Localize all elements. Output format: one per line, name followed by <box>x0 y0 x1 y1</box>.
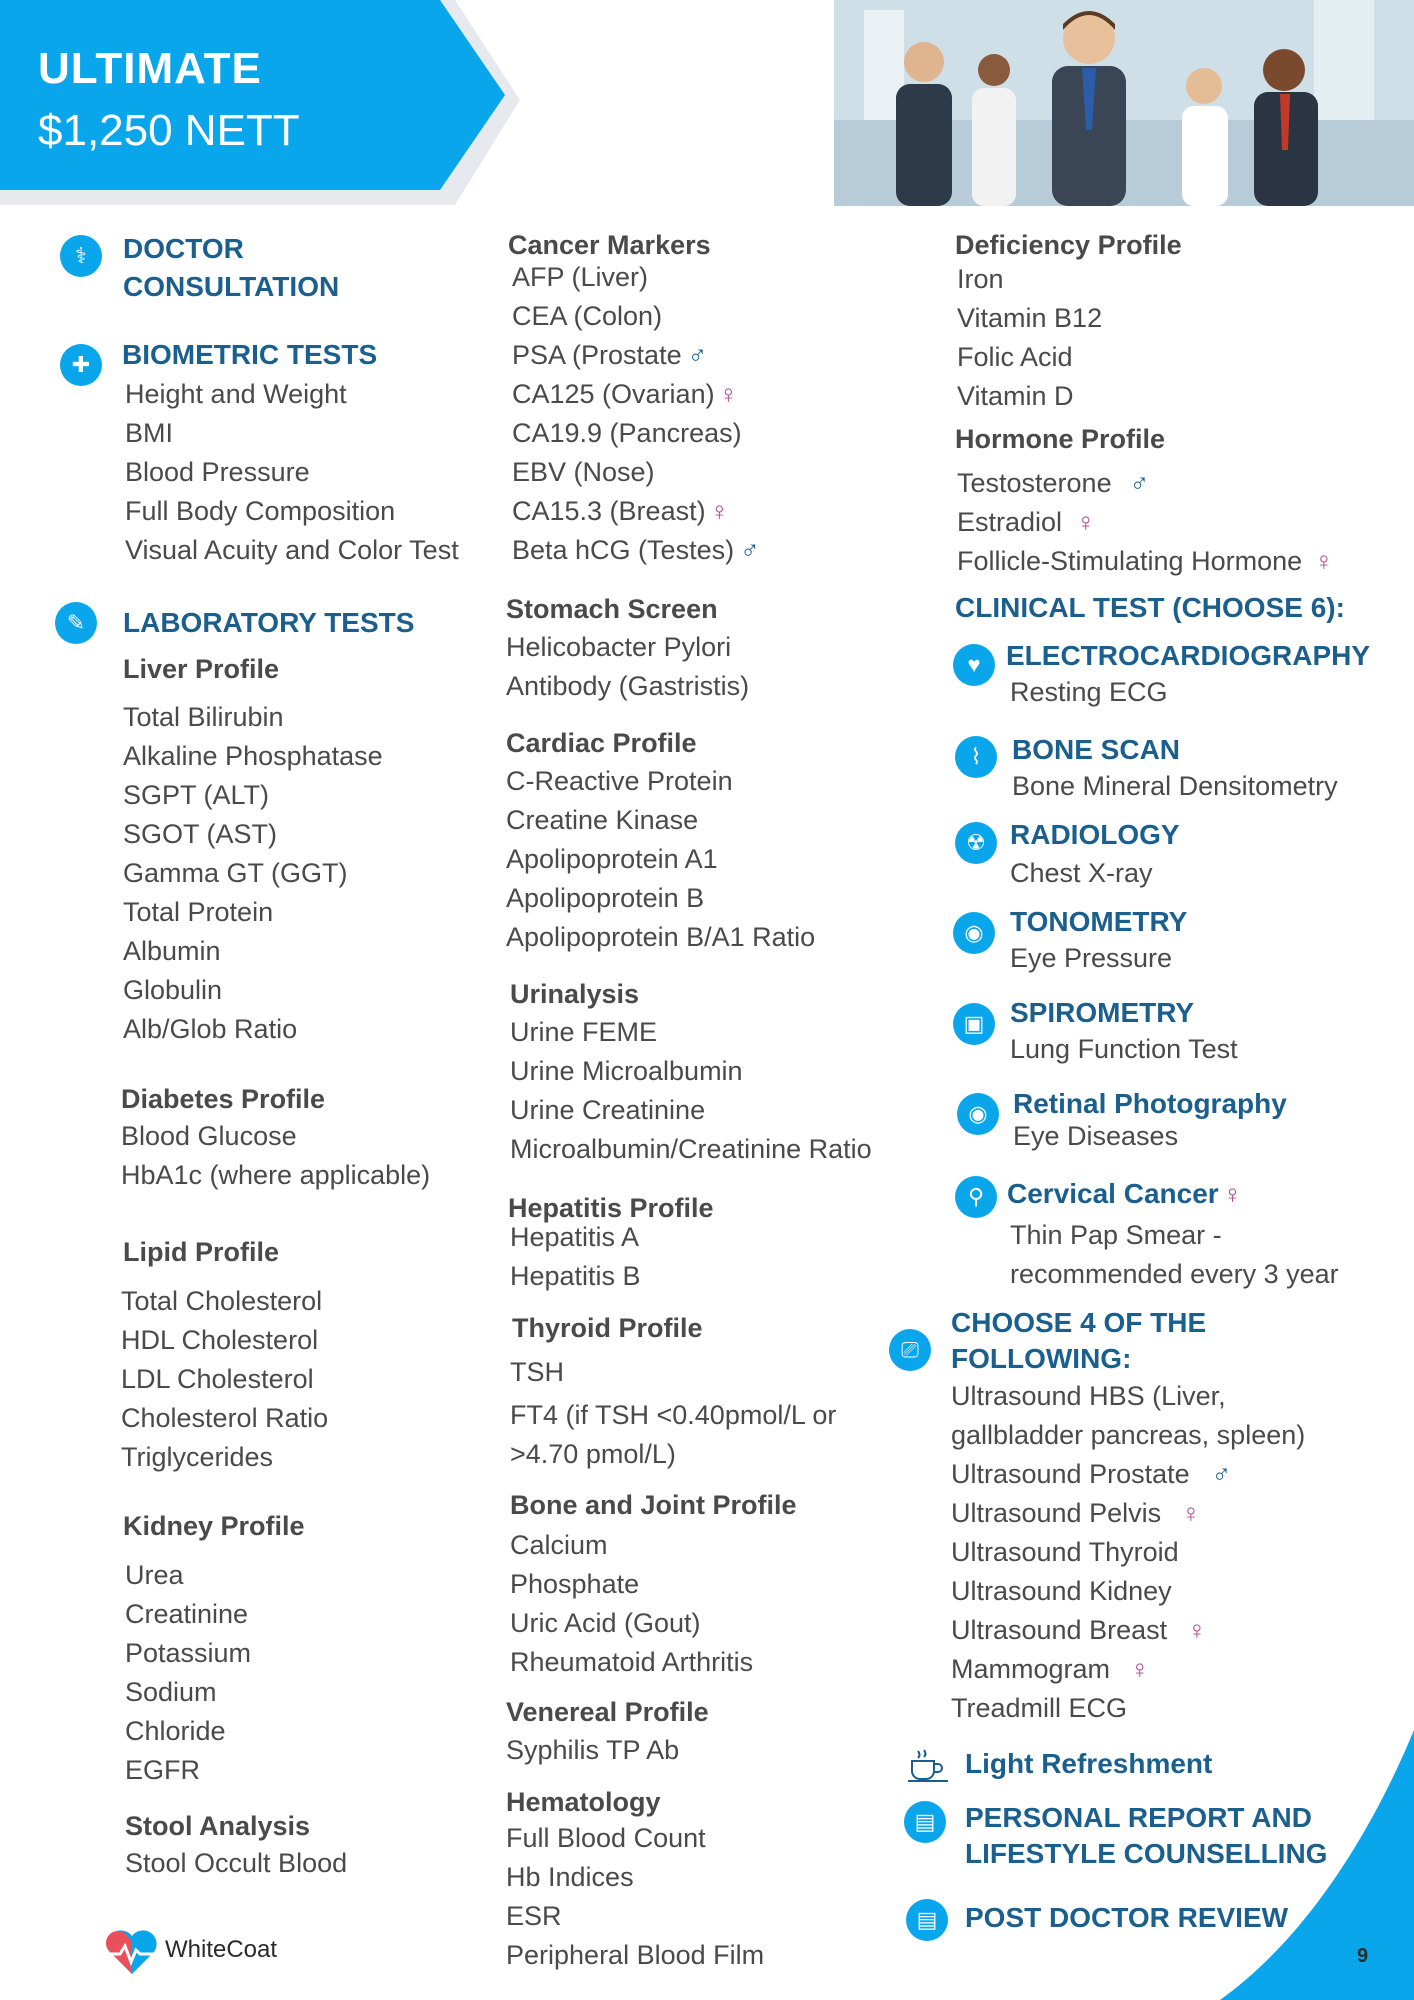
cervical-icon: ⚲ <box>955 1176 997 1218</box>
list-item: AFP (Liver) <box>512 262 649 292</box>
diabetes-title: Diabetes Profile <box>121 1084 326 1114</box>
radiology-title: RADIOLOGY <box>1010 819 1180 850</box>
header-photo <box>834 0 1414 206</box>
male-icon: ♂ <box>740 535 760 565</box>
report-line1: PERSONAL REPORT AND <box>965 1802 1312 1833</box>
list-item <box>957 464 1334 503</box>
list-item: >4.70 pmol/L) <box>510 1439 676 1469</box>
list-item: Cholesterol Ratio <box>121 1403 329 1433</box>
hormone-title: Hormone Profile <box>955 424 1166 454</box>
list-item: Potassium <box>125 1638 252 1668</box>
header-banner <box>0 0 505 190</box>
list-item: Apolipoprotein A1 <box>506 844 718 874</box>
ecg-desc: Resting ECG <box>1010 677 1168 707</box>
cervical-desc-1: Thin Pap Smear - <box>1010 1220 1222 1250</box>
retina-eye-icon: ◉ <box>957 1093 999 1135</box>
eye-icon: ◉ <box>953 912 995 954</box>
list-item: Ultrasound HBS (Liver, <box>951 1381 1226 1411</box>
list-item: Vitamin D <box>957 381 1074 411</box>
choose4-line2: FOLLOWING: <box>951 1343 1132 1374</box>
list-item: Alb/Glob Ratio <box>123 1014 298 1044</box>
list-item: Creatine Kinase <box>506 805 699 835</box>
female-icon: ♀ <box>1181 1498 1201 1528</box>
list-item: Triglycerides <box>121 1442 274 1472</box>
list-item: C-Reactive Protein <box>506 766 733 796</box>
venereal-list <box>506 1731 679 1770</box>
bone-joint-title: Bone and Joint Profile <box>510 1490 797 1520</box>
list-item-text: Ultrasound Pelvis <box>951 1498 1162 1528</box>
biometric-title: BIOMETRIC TESTS <box>122 339 378 370</box>
list-item-text: Follicle-Stimulating Hormone <box>957 546 1303 576</box>
business-people-illustration <box>834 0 1414 206</box>
list-item: Phosphate <box>510 1569 640 1599</box>
retinal-title: Retinal Photography <box>1013 1088 1287 1119</box>
urinalysis-title: Urinalysis <box>510 979 640 1009</box>
doctor-consultation-title <box>123 230 339 306</box>
list-item-text: Ultrasound Breast <box>951 1615 1168 1645</box>
deficiency-title: Deficiency Profile <box>955 230 1182 260</box>
spirometry-title: SPIROMETRY <box>1010 997 1195 1028</box>
list-item: Total Cholesterol <box>121 1286 323 1316</box>
tonometry-title: TONOMETRY <box>1010 906 1188 937</box>
whitecoat-heart-logo-icon <box>104 1928 160 1976</box>
list-item-text: Ultrasound Prostate <box>951 1459 1190 1489</box>
list-item: Stool Occult Blood <box>125 1848 348 1878</box>
list-item <box>512 336 760 375</box>
list-item: Microalbumin/Creatinine Ratio <box>510 1134 872 1164</box>
list-item: BMI <box>125 418 174 448</box>
lipid-title: Lipid Profile <box>123 1237 280 1267</box>
list-item: Treadmill ECG <box>951 1693 1128 1723</box>
retinal-desc: Eye Diseases <box>1013 1121 1179 1151</box>
list-item: Urine Microalbumin <box>510 1056 743 1086</box>
list-item-text: CA125 (Ovarian) <box>512 379 715 409</box>
cancer-markers-title: Cancer Markers <box>508 230 711 260</box>
list-item: Ultrasound Thyroid <box>951 1537 1179 1567</box>
female-icon: ♀ <box>1222 1179 1243 1209</box>
list-item: EGFR <box>125 1755 201 1785</box>
list-item: gallbladder pancreas, spleen) <box>951 1420 1306 1450</box>
female-icon: ♀ <box>709 496 730 526</box>
hematology-title: Hematology <box>506 1787 661 1817</box>
list-item: Syphilis TP Ab <box>506 1735 680 1765</box>
choose4-title <box>951 1305 1206 1377</box>
list-item: Folic Acid <box>957 342 1073 372</box>
list-item: Total Bilirubin <box>123 702 284 732</box>
list-item-text: Testosterone <box>957 468 1112 498</box>
list-item: Height and Weight <box>125 379 347 409</box>
list-item: Blood Glucose <box>121 1121 297 1151</box>
list-item: Gamma GT (GGT) <box>123 858 348 888</box>
list-item: Vitamin B12 <box>957 303 1103 333</box>
female-icon: ♀ <box>1314 546 1334 576</box>
list-item: HDL Cholesterol <box>121 1325 319 1355</box>
list-item <box>512 375 760 414</box>
list-item-text: Mammogram <box>951 1654 1111 1684</box>
list-item: CEA (Colon) <box>512 301 663 331</box>
list-item: Hepatitis A <box>510 1222 640 1252</box>
list-item <box>951 1611 1305 1650</box>
radiology-desc: Chest X-ray <box>1010 858 1153 888</box>
list-item <box>951 1455 1305 1494</box>
kidney-title: Kidney Profile <box>123 1511 305 1541</box>
clinical-test-title: CLINICAL TEST (CHOOSE 6): <box>955 592 1345 623</box>
list-item-text: Estradiol <box>957 507 1063 537</box>
review-icon: ▤ <box>906 1899 948 1941</box>
hepatitis-title: Hepatitis Profile <box>508 1193 714 1223</box>
list-item: Urea <box>125 1560 184 1590</box>
list-item-text: CA15.3 (Breast) <box>512 496 706 526</box>
biometric-list <box>125 375 459 570</box>
hormone-list <box>957 464 1334 581</box>
tonometry-desc: Eye Pressure <box>1010 943 1173 973</box>
list-item <box>951 1650 1305 1689</box>
thyroid-title: Thyroid Profile <box>512 1313 703 1343</box>
spirometry-desc: Lung Function Test <box>1010 1034 1238 1064</box>
hematology-list <box>506 1819 764 1975</box>
liver-title: Liver Profile <box>123 654 280 684</box>
list-item: FT4 (if TSH <0.40pmol/L or <box>510 1400 837 1430</box>
female-icon: ♀ <box>718 379 739 409</box>
ultrasound-icon: ⎚ <box>889 1329 931 1371</box>
stool-list <box>125 1844 347 1883</box>
list-item: HbA1c (where applicable) <box>121 1160 431 1190</box>
list-item: Hepatitis B <box>510 1261 641 1291</box>
list-item: Ultrasound Kidney <box>951 1576 1172 1606</box>
list-item: Alkaline Phosphatase <box>123 741 383 771</box>
list-item <box>957 542 1334 581</box>
report-icon: ▤ <box>904 1801 946 1843</box>
list-item: Globulin <box>123 975 223 1005</box>
list-item <box>512 531 760 570</box>
list-item: Iron <box>957 264 1004 294</box>
list-item: Rheumatoid Arthritis <box>510 1647 754 1677</box>
bone-icon: ⌇ <box>955 736 997 778</box>
female-icon: ♀ <box>1130 1654 1150 1684</box>
list-item: Urine Creatinine <box>510 1095 706 1125</box>
report-line2: LIFESTYLE COUNSELLING <box>965 1838 1328 1869</box>
list-item: Urine FEME <box>510 1017 658 1047</box>
package-title: ULTIMATE <box>38 44 262 93</box>
list-item: Albumin <box>123 936 221 966</box>
laboratory-title: LABORATORY TESTS <box>123 607 415 638</box>
bone-scan-desc: Bone Mineral Densitometry <box>1012 771 1338 801</box>
female-icon: ♀ <box>1187 1615 1207 1645</box>
thyroid-list <box>510 1353 836 1474</box>
male-icon: ♂ <box>1211 1459 1232 1489</box>
male-icon: ♂ <box>1129 468 1150 498</box>
syringe-icon: ✎ <box>55 602 97 644</box>
list-item: Calcium <box>510 1530 608 1560</box>
list-item: Blood Pressure <box>125 457 310 487</box>
stomach-title: Stomach Screen <box>506 594 718 624</box>
radiation-icon: ☢ <box>955 822 997 864</box>
list-item: Uric Acid (Gout) <box>510 1608 701 1638</box>
page-number: 9 <box>1357 1945 1369 1967</box>
stomach-list <box>506 628 749 706</box>
cervical-title <box>1007 1176 1242 1212</box>
kidney-list <box>125 1556 251 1790</box>
list-item: Antibody (Gastristis) <box>506 671 750 701</box>
coffee-cup-icon <box>906 1747 950 1783</box>
personal-report-title <box>965 1800 1327 1872</box>
female-icon: ♀ <box>1076 507 1096 537</box>
cervical-desc-2: recommended every 3 year <box>1010 1259 1339 1289</box>
list-item: Apolipoprotein B/A1 Ratio <box>506 922 816 952</box>
lungs-icon: ▣ <box>953 1003 995 1045</box>
list-item <box>512 492 760 531</box>
list-item: Sodium <box>125 1677 217 1707</box>
ecg-title: ELECTROCARDIOGRAPHY <box>1006 640 1371 671</box>
list-item: Full Blood Count <box>506 1823 706 1853</box>
stethoscope-icon: ⚕ <box>60 235 102 277</box>
list-item: Visual Acuity and Color Test <box>125 535 459 565</box>
list-item: Full Body Composition <box>125 496 396 526</box>
list-item <box>951 1494 1305 1533</box>
bone-scan-title: BONE SCAN <box>1012 734 1181 765</box>
light-refreshment-title: Light Refreshment <box>965 1748 1213 1779</box>
choose4-line1: CHOOSE 4 OF THE <box>951 1307 1207 1338</box>
doctor-line1: DOCTOR <box>123 233 244 264</box>
deficiency-list <box>957 260 1102 416</box>
cardiac-title: Cardiac Profile <box>506 728 697 758</box>
male-icon: ♂ <box>687 340 708 370</box>
list-item: Apolipoprotein B <box>506 883 705 913</box>
post-doctor-review-title: POST DOCTOR REVIEW <box>965 1902 1289 1933</box>
list-item: Helicobacter Pylori <box>506 632 732 662</box>
hepatitis-list <box>510 1218 641 1296</box>
liver-list <box>123 698 383 1049</box>
list-item: Hb Indices <box>506 1862 634 1892</box>
list-item: Chloride <box>125 1716 226 1746</box>
cervical-title-text: Cervical Cancer <box>1007 1178 1219 1209</box>
list-item: CA19.9 (Pancreas) <box>512 418 742 448</box>
logo-text: WhiteCoat <box>165 1936 278 1963</box>
list-item-text: PSA (Prostate <box>512 340 682 370</box>
lipid-list <box>121 1282 328 1477</box>
list-item <box>957 503 1334 542</box>
nurse-icon: ✚ <box>60 344 102 386</box>
doctor-line2: CONSULTATION <box>123 271 340 302</box>
cardiac-list <box>506 762 815 957</box>
list-item: ESR <box>506 1901 562 1931</box>
diabetes-list <box>121 1117 430 1195</box>
list-item: Total Protein <box>123 897 274 927</box>
package-price: $1,250 NETT <box>38 106 300 155</box>
urinalysis-list <box>510 1013 872 1169</box>
list-item: SGOT (AST) <box>123 819 278 849</box>
list-item: Peripheral Blood Film <box>506 1940 765 1970</box>
bone-joint-list <box>510 1526 753 1682</box>
list-item: EBV (Nose) <box>512 457 655 487</box>
list-item-text: Beta hCG (Testes) <box>512 535 735 565</box>
choose4-list <box>951 1377 1305 1728</box>
venereal-title: Venereal Profile <box>506 1697 709 1727</box>
stool-title: Stool Analysis <box>125 1811 311 1841</box>
cancer-list <box>512 258 760 570</box>
list-item: TSH <box>510 1357 564 1387</box>
list-item: LDL Cholesterol <box>121 1364 314 1394</box>
list-item: SGPT (ALT) <box>123 780 270 810</box>
heart-icon: ♥ <box>953 644 995 686</box>
list-item: Creatinine <box>125 1599 249 1629</box>
